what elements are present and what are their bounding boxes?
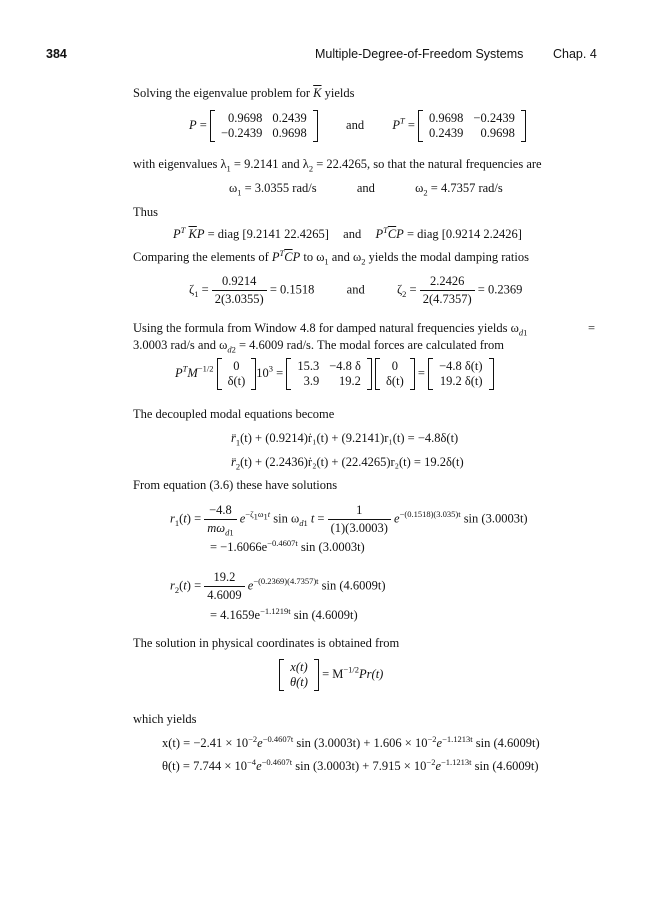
p-matrix-equation: P = 0.9698 0.2439 −0.2439 0.9698 and $P^T$ = 0.9698 −0.2439 0.2439 0.9698 [189,110,526,142]
zeta1-fraction: $\frac{0.9214}{2(3.0355)}$ [212,274,267,307]
r1-fraction-numeric: $\frac{1}{(1)(3.0003)}$ [328,503,391,536]
physical-coordinates-sentence: The solution in physical coordinates is obtained from [133,636,400,650]
modal-equation-2: $r̈_2(t)$ + (2.2436)ṙ₂(t) + (22.4265)r₂(t) = 19.2δ(t) [231,455,464,472]
solving-sentence: Solving the eigenvalue problem for $\overline{K}$ yields [133,86,355,100]
damped-frequency-equals: = [588,321,596,335]
x-solution: $x(t) = -2.41 \times 10^{-2}e^{-0.4607t}$ $\sin (3.0003t) + 1.606 \times 10^{-2}e^{-1.1213t}$ sin (4.6009t) [162,733,540,750]
comparing-sentence: Comparing the elements of $P^T\overline{C}P$ to $\omega_1$ and $\omega_2$ yields the modal damping ratios [133,247,529,267]
decoupled-sentence: The decoupled modal equations become [133,407,335,421]
theta-solution: $\theta(t) = 7.744 \times 10^{-4}e^{-0.4607t}$ $\sin (3.0003t) + 7.915 \times 10^{-2}e^{-1.1213t}$ sin (4.6009t) [162,756,539,773]
thus-label: Thus [133,205,158,219]
p-transpose-matrix: 0.9698 −0.2439 0.2439 0.9698 [418,110,526,142]
physical-vector: x(t) θ(t) [279,659,319,691]
running-title: Multiple-Degree-of-Freedom Systems [315,47,524,61]
modal-force-result: −4.8 δ(t) 19.2 δ(t) [428,358,494,390]
physical-coordinates-equation: x(t) θ(t) = $M^{-1/2}Pr(t)$ [279,659,383,691]
chapter-label: Chap. 4 [553,47,597,61]
zeta2-fraction: $\frac{2.2426}{2(4.7357)}$ [420,274,475,307]
r1-solution: $r_1(t)$ = $\frac{-4.8}{m\omega_{d1}}$ $e^{-\zeta_1\omega_1t}$ $\sin \omega_{d1}$ t = $\frac{1}{(1)(3.0003)}$ $e^{-(0.1518)(3.035)t}$ sin (3.0003t) [170,503,528,538]
force-input-vector: 0 δ(t) [217,358,257,390]
damped-frequency-sentence-line1: Using the formula from Window 4.8 for damped natural frequencies yields $\omega_{d1}$ [133,321,528,338]
r2-solution: $r_2(t)$ = $\frac{19.2}{4.6009}$ $e^{-(0.2369)(4.7357)t}$ sin (4.6009t) [170,570,386,602]
natural-frequencies: $\omega_1 = 3.0355$ rad/s and $\omega_2 = 4.7357$ rad/s [229,181,503,198]
modal-force-equation: $P^TM^{-1/2}$ 0 δ(t) $10^3$ = 15.3 −4.8 δ 3.9 19.2 0 δ(t) = −4.8 δ(t) 19.2 δ(t) [175,358,494,390]
p-matrix: 0.9698 0.2439 −0.2439 0.9698 [210,110,318,142]
r2-fraction: $\frac{19.2}{4.6009}$ [204,570,244,603]
modal-equation-1: $r̈_1(t)$ + (0.9214)ṙ₁(t) + (9.2141)r₁(t) = −4.8δ(t) [231,431,459,448]
force-matrix: 15.3 −4.8 δ 3.9 19.2 [286,358,372,390]
r1-fraction: $\frac{-4.8}{m\omega_{d1}}$ [204,503,236,536]
eigenvalues-sentence: with eigenvalues $\lambda_1 = 9.2141$ and $\lambda_2 = 22.4265$, so that the natural frequencies are [133,157,542,174]
r1-solution-simplified: = $-1.6066e^{-0.4607t}$ sin (3.0003t) [210,537,365,554]
page-number: 384 [46,47,67,61]
damped-frequency-sentence-line2: 3.0003 rad/s and $\omega_{d2} = 4.6009$ rad/s. The modal forces are calculated from [133,338,505,355]
damping-ratios: $\zeta_1$ = $\frac{0.9214}{2(3.0355)}$ = 0.1518 and $\zeta_2$ = $\frac{2.2426}{2(4.7357)}$ = 0.2369 [189,274,523,306]
r2-solution-simplified: = $4.1659e^{-1.1219t}$ sin (4.6009t) [210,605,358,622]
which-yields-label: which yields [133,712,197,726]
force-vector-right: 0 δ(t) [375,358,415,390]
from-equation-sentence: From equation (3.6) these have solutions [133,478,338,492]
diagonalization-equation: $P^T$ $\overline{K}P$ = diag [9.2141 22.4265] and $P^T\overline{C}P$ = diag [0.9214 2.2426] [173,224,522,241]
